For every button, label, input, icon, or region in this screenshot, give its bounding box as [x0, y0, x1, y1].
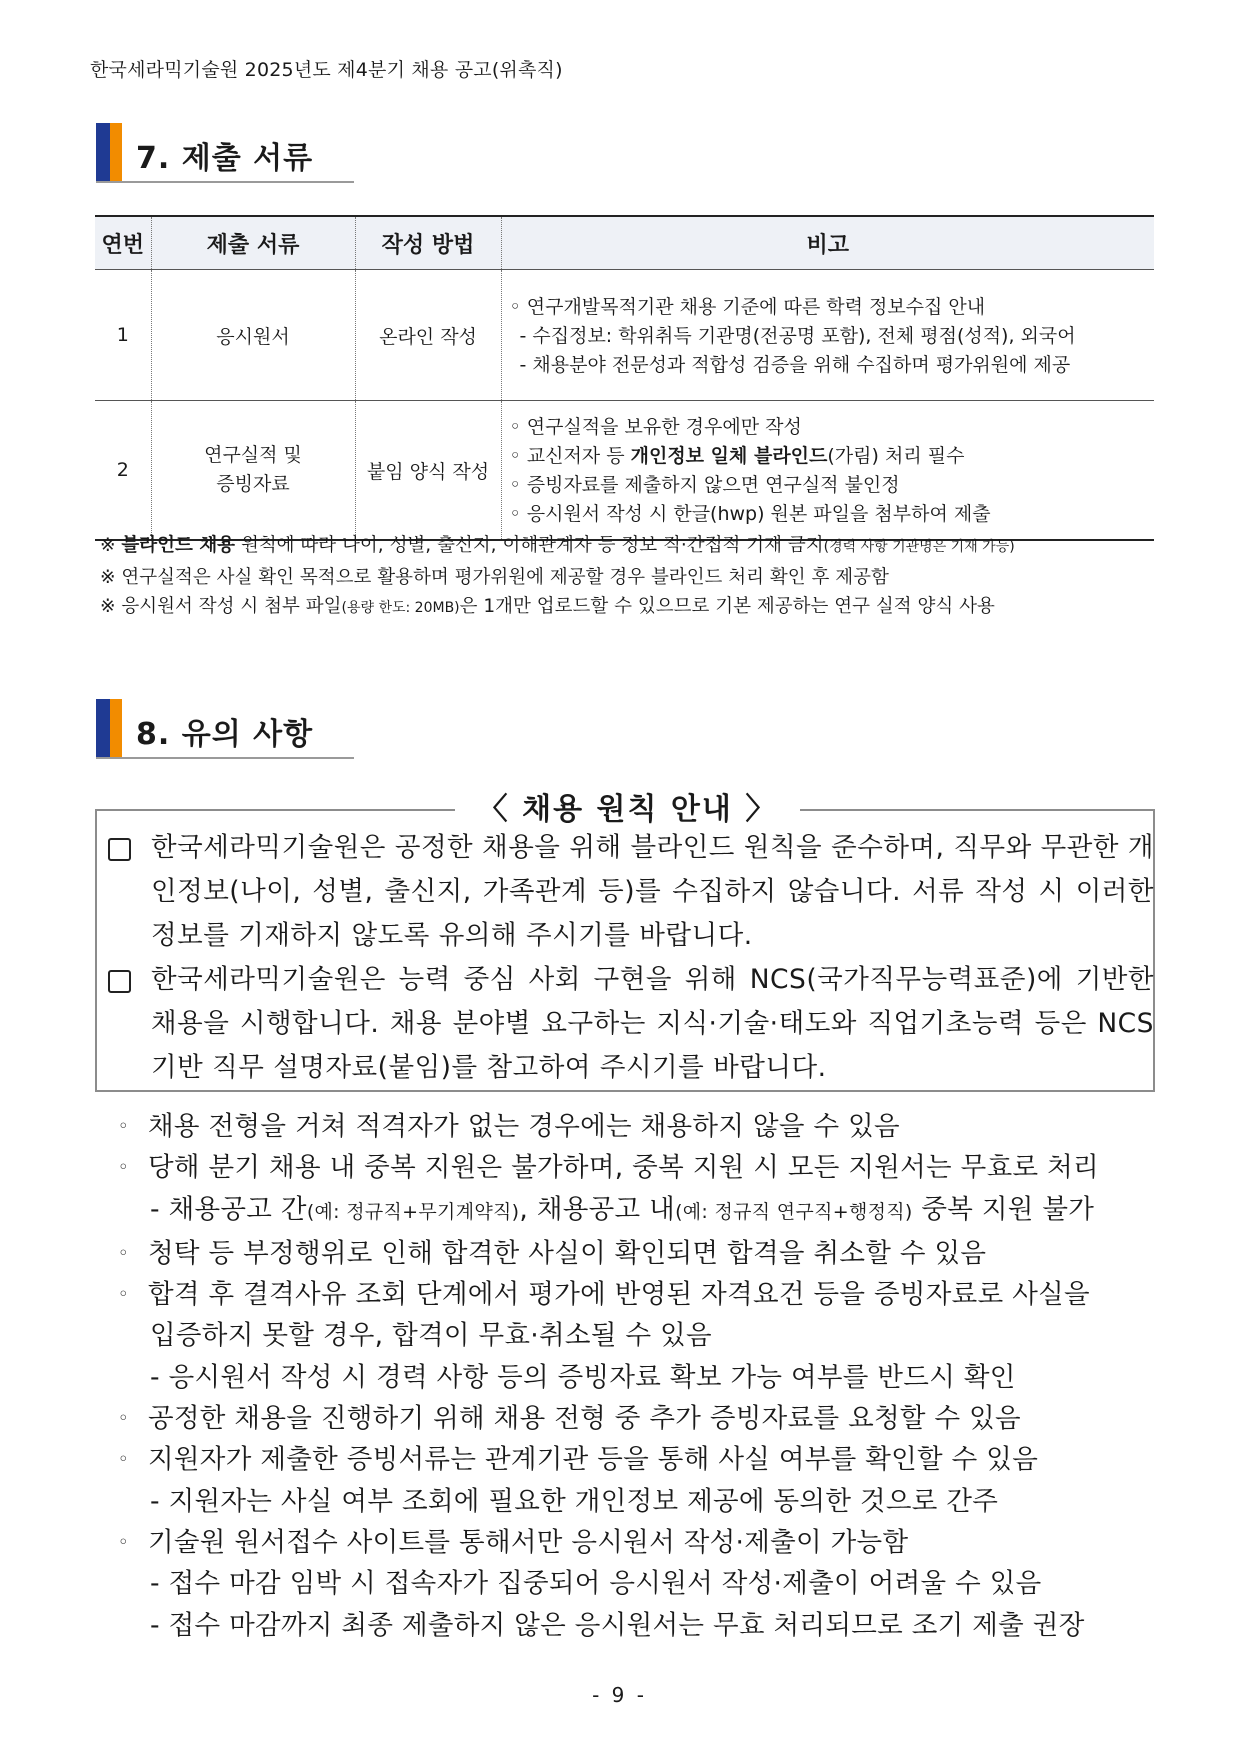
- row-document: [151, 401, 355, 541]
- remark-line: ※ 연구실적은 사실 확인 목적으로 활용하며 평가위원에 제공할 경우 블라인드 처리 확인 후 제공함: [100, 566, 889, 588]
- principle-box-title: 〈 채용 원칙 안내 〉: [455, 787, 800, 833]
- checkbox-icon: [108, 970, 131, 993]
- note-line: ◦ 응시원서 작성 시 한글(hwp) 원본 파일을 첨부하여 제출: [509, 503, 991, 525]
- remark-text: 원칙에 따라 나이, 성별, 출신지, 이해관계자 등 정보 직·간접적 기재 금지: [235, 535, 824, 556]
- col-header-method: 작성 방법: [355, 216, 501, 270]
- row-method: 온라인 작성: [355, 270, 501, 401]
- notice-small-text: (예: 정규직 연구직+행정직): [675, 1200, 913, 1223]
- notice-text: 채용 전형을 거쳐 적격자가 없는 경우에는 채용하지 않을 수 있음: [148, 1111, 900, 1142]
- col-header-no: 연번: [95, 216, 151, 270]
- bullet-icon: ◦: [118, 1408, 129, 1430]
- principle-item: [106, 958, 1154, 1090]
- row-document: 응시원서: [151, 270, 355, 401]
- checkbox-icon: [108, 838, 131, 861]
- notice-subitem: - 지원자는 사실 여부 조회에 필요한 개인정보 제공에 동의한 것으로 간주: [150, 1485, 999, 1517]
- note-line: [510, 442, 1147, 471]
- row-notes: [501, 270, 1154, 401]
- row-no: 1: [95, 270, 151, 401]
- bullet-icon: ◦: [118, 1242, 129, 1264]
- notice-item: [118, 1439, 1099, 1480]
- heading-bar-blue: [96, 699, 110, 757]
- notice-text: 중복 지원 불가: [912, 1193, 1095, 1225]
- table-row: [95, 270, 1154, 401]
- notice-item: [118, 1106, 1099, 1147]
- notice-item: [118, 1274, 1099, 1315]
- notice-continuation: 입증하지 못할 경우, 합격이 무효·취소될 수 있음: [150, 1320, 712, 1352]
- notice-item: [118, 1233, 1099, 1274]
- row-method: 붙임 양식 작성: [355, 401, 501, 541]
- bullet-icon: ◦: [118, 1157, 129, 1179]
- table-row: [95, 401, 1154, 541]
- row-notes: [501, 401, 1154, 541]
- document-header: 한국세라믹기술원 2025년도 제4분기 채용 공고(위촉직): [90, 59, 563, 81]
- remark-small-text: (용량 한도: 20MB): [341, 600, 460, 616]
- bullet-icon: ◦: [118, 1531, 129, 1553]
- remark-text: 은 1개만 업로드할 수 있으므로 기본 제공하는 연구 실적 양식 사용: [459, 596, 995, 617]
- section-8-heading: [96, 699, 354, 759]
- row-no: 2: [95, 401, 151, 541]
- note-line: - 채용분야 전문성과 적합성 검증을 위해 수집하며 평가위원에 제공: [519, 353, 1071, 376]
- notice-subitem: - 접수 마감까지 최종 제출하지 않은 응시원서는 무효 처리되므로 조기 제출 권장: [150, 1609, 1085, 1641]
- principle-text: 한국세라믹기술원은 공정한 채용을 위해 블라인드 원칙을 준수하며, 직무와 무관한 개인정보(나이, 성별, 출신지, 가족관계 등)를 수집하지 않습니다. 서류 작성 시 이러한 정보를 기재하지 않도록 유의해 주시기를 바랍니다.: [151, 832, 1154, 951]
- notice-text: 기술원 원서접수 사이트를 통해서만 응시원서 작성·제출이 가능함: [148, 1526, 909, 1558]
- heading-bar-orange: [110, 699, 122, 757]
- bullet-icon: ◦: [118, 1449, 129, 1471]
- col-header-document: 제출 서류: [151, 216, 355, 270]
- notice-subitem: - 접수 마감 임박 시 접속자가 집중되어 응시원서 작성·제출이 어려울 수 있음: [150, 1568, 1042, 1600]
- principle-text: 한국세라믹기술원은 능력 중심 사회 구현을 위해 NCS(국가직무능력표준)에 기반한 채용을 시행합니다. 채용 분야별 요구하는 지식·기술·태도와 직업기초능력 등은 NCS 기반 직무 설명자료(붙임)를 참고하여 주시기를 바랍니다.: [151, 964, 1154, 1083]
- principle-item: [106, 826, 1154, 958]
- remark-text: ※: [100, 535, 122, 556]
- note-text: ◦ 교신저자 등: [509, 445, 631, 467]
- table-remarks: [100, 531, 1015, 624]
- bullet-icon: ◦: [118, 1116, 129, 1137]
- notice-text: 합격 후 결격사유 조회 단계에서 평가에 반영된 자격요건 등을 증빙자료로 사실을: [148, 1279, 1090, 1311]
- remark-emphasis: 블라인드 채용: [121, 535, 236, 556]
- col-header-notes: 비고: [501, 216, 1154, 270]
- section-7-title: 7. 제출 서류: [136, 141, 314, 176]
- notice-list: [118, 1106, 1099, 1646]
- notice-text: 지원자가 제출한 증빙서류는 관계기관 등을 통해 사실 여부를 확인할 수 있음: [148, 1444, 1039, 1476]
- remark-line: [100, 531, 1015, 563]
- note-line: - 수집정보: 학위취득 기관명(전공명 포함), 전체 평점(성적), 외국어: [519, 324, 1076, 347]
- notice-text: 공정한 채용을 진행하기 위해 채용 전형 중 추가 증빙자료를 요청할 수 있음: [148, 1403, 1021, 1435]
- note-line: ◦ 연구실적을 보유한 경우에만 작성: [509, 416, 802, 438]
- table-header-row: [95, 216, 1154, 270]
- notice-small-text: (예: 정규직+무기계약직): [306, 1200, 520, 1223]
- notice-item: [118, 1398, 1099, 1439]
- remark-line: [100, 592, 1015, 624]
- notice-text: - 채용공고 간: [150, 1193, 307, 1225]
- note-line: ◦ 연구개발목적기관 채용 기준에 따른 학력 정보수집 안내: [509, 295, 986, 318]
- documents-table: [95, 215, 1154, 541]
- remark-small-text: (경력 사항 기관명은 기재 가능): [823, 539, 1015, 555]
- notice-item: [118, 1147, 1099, 1188]
- doc-line: 연구실적 및: [204, 444, 302, 466]
- section-7-heading: [96, 123, 354, 183]
- note-line: ◦ 증빙자료를 제출하지 않으면 연구실적 불인정: [509, 474, 900, 496]
- doc-line: 증빙자료: [216, 473, 290, 495]
- heading-bar-orange: [110, 123, 122, 181]
- note-emphasis: 개인정보 일체 블라인드: [630, 445, 828, 467]
- notice-text: 당해 분기 채용 내 중복 지원은 불가하며, 중복 지원 시 모든 지원서는 무효로 처리: [148, 1152, 1099, 1184]
- bullet-icon: ◦: [118, 1284, 129, 1306]
- notice-subitem: [118, 1189, 1099, 1233]
- notice-subitem: - 응시원서 작성 시 경력 사항 등의 증빙자료 확보 가능 여부를 반드시 확인: [150, 1361, 1016, 1393]
- notice-text: 청탁 등 부정행위로 인해 합격한 사실이 확인되면 합격을 취소할 수 있음: [148, 1237, 987, 1269]
- note-text: (가림) 처리 필수: [827, 445, 965, 467]
- notice-item: [118, 1522, 1099, 1563]
- heading-bar-blue: [96, 123, 110, 181]
- section-8-title: 8. 유의 사항: [136, 717, 314, 752]
- page-number: - 9 -: [592, 1683, 647, 1707]
- notice-text: , 채용공고 내: [519, 1193, 676, 1225]
- remark-text: ※ 응시원서 작성 시 첨부 파일: [100, 596, 342, 617]
